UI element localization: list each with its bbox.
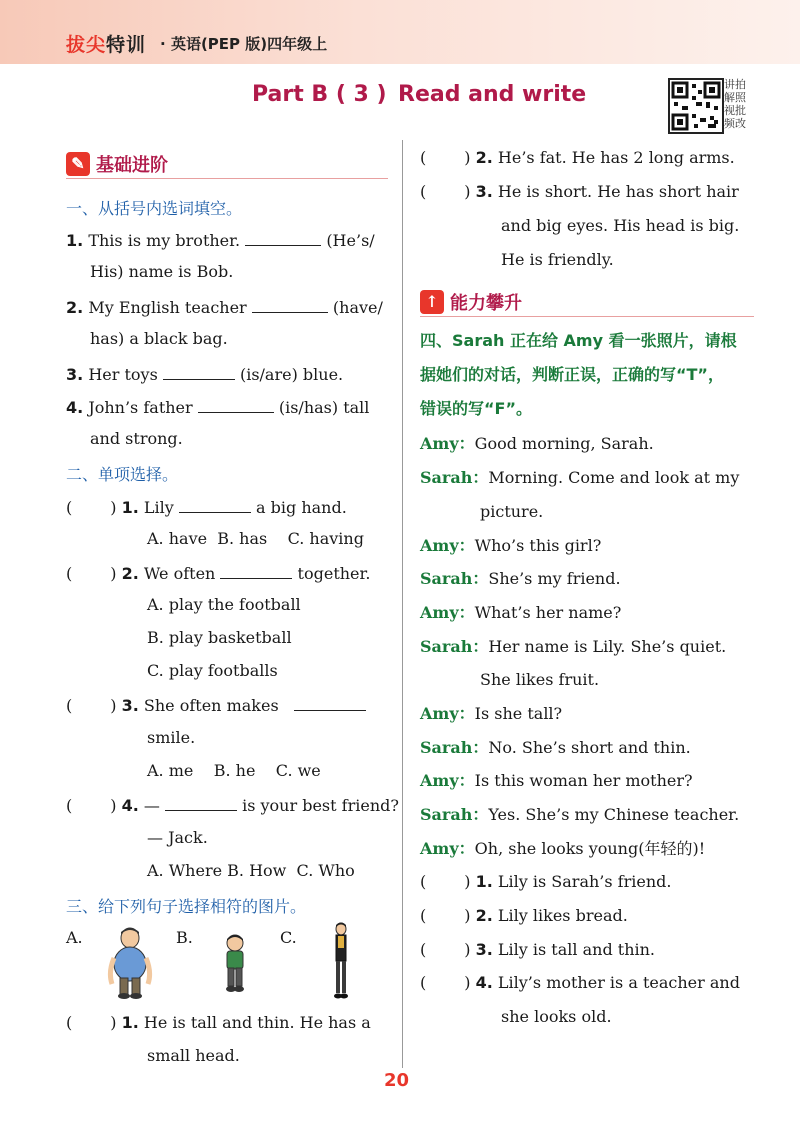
question-text: She often makes [143, 696, 279, 715]
answer-blank[interactable] [163, 363, 235, 380]
ex3-q3-cont2: He is friendly. [501, 250, 614, 269]
option-a[interactable]: A. play the football [147, 595, 301, 614]
question-text: is your best friend? [242, 796, 399, 815]
arrow-up-icon: ↑ [420, 290, 444, 314]
ex3-q3 [420, 182, 739, 202]
question-text: My English teacher [88, 298, 247, 317]
dialog-line [420, 738, 691, 758]
answer-paren-close: ) [464, 940, 471, 959]
judge-item [420, 940, 655, 960]
speaker: Amy： [420, 536, 475, 555]
question-option: (is/are) blue. [239, 365, 344, 384]
heading-line: 错误的写“F”。 [420, 399, 532, 418]
question-number: 4. [121, 796, 139, 815]
answer-paren-open[interactable]: ( [420, 906, 427, 925]
question-number: 3. [475, 182, 493, 201]
question-text: Lily’s mother is a teacher and [497, 973, 740, 992]
option-c[interactable]: C. having [287, 529, 364, 548]
question-number: 1. [66, 231, 84, 250]
utterance: Oh, she looks young(年轻的)! [474, 839, 706, 858]
question-text: He’s fat. He has 2 long arms. [497, 148, 735, 167]
speaker: Sarah： [420, 738, 489, 757]
dialog-line [420, 434, 654, 454]
question-text: Lily is tall and thin. [497, 940, 656, 959]
speaker: Amy： [420, 771, 475, 790]
speaker: Amy： [420, 603, 475, 622]
utterance: Is this woman her mother? [474, 771, 693, 790]
question-number: 3. [475, 940, 493, 959]
question-text: He is tall and thin. He has a [143, 1013, 371, 1032]
utterance: Morning. Come and look at my [488, 468, 740, 487]
speaker: Amy： [420, 839, 475, 858]
option-b[interactable]: B. play basketball [147, 628, 292, 647]
dialog-line [420, 468, 739, 488]
question-number: 3. [66, 365, 84, 384]
option-a[interactable]: A. Where [147, 861, 223, 880]
question-text: Lily is Sarah’s friend. [497, 872, 672, 891]
qr-caption-line: 解照 [724, 91, 746, 104]
series-label [160, 33, 327, 54]
utterance-cont: picture. [480, 502, 544, 521]
picture-label-a: A. [66, 928, 83, 947]
section-banner-basic [66, 150, 388, 180]
answer-blank[interactable] [198, 396, 274, 413]
speaker: Sarah： [420, 637, 489, 656]
answer-blank[interactable] [252, 296, 328, 313]
ex2-q3-options [147, 761, 321, 781]
answer-paren-open[interactable]: ( [66, 564, 73, 583]
exercise-3-heading: 三、给下列句子选择相符的图片。 [66, 897, 307, 916]
ex3-q2 [420, 148, 735, 168]
dialog-line [420, 569, 621, 589]
question-text: John’s father [88, 398, 193, 417]
dialog-line [420, 771, 693, 791]
option-c[interactable]: C. Who [296, 861, 355, 880]
qr-caption [724, 78, 754, 130]
answer-paren-open[interactable]: ( [66, 498, 73, 517]
ex1-q4 [66, 396, 369, 418]
question-text-cont: she looks old. [501, 1007, 612, 1026]
heading-line: 据她们的对话，判断正误，正确的写“T”， [420, 365, 724, 384]
exercise-1-heading: 一、从括号内选词填空。 [66, 199, 243, 218]
answer-blank[interactable] [179, 496, 251, 513]
dialog-line [420, 839, 705, 859]
answer-blank[interactable] [165, 794, 237, 811]
option-b[interactable]: B. he [213, 761, 256, 780]
question-number: 2. [121, 564, 139, 583]
speaker: Amy： [420, 704, 475, 723]
utterance: What’s her name? [474, 603, 622, 622]
utterance: Her name is Lily. She’s quiet. [488, 637, 727, 656]
answer-paren-close: ) [464, 182, 471, 201]
question-option: (have/ [332, 298, 383, 317]
ex1-q4-cont: and strong. [90, 429, 183, 448]
judge-item [420, 973, 740, 993]
answer-paren-open[interactable]: ( [420, 182, 427, 201]
question-text: a big hand. [256, 498, 347, 517]
column-divider [402, 140, 403, 1068]
ex1-q2 [66, 296, 383, 318]
answer-paren-open[interactable]: ( [420, 148, 427, 167]
picture-label-b: B. [176, 928, 193, 947]
brand-text-a: 拔尖 [66, 34, 107, 56]
answer-paren-open[interactable]: ( [420, 872, 427, 891]
ex2-q1-options [147, 529, 364, 549]
ex2-q4-options [147, 861, 355, 881]
fat-man-figure [106, 926, 154, 1000]
answer-paren-close: ) [110, 1013, 117, 1032]
lesson-title: Read and write [398, 82, 587, 107]
page-number: 20 [384, 1070, 410, 1091]
dialog-line [420, 704, 562, 724]
answer-paren-close: ) [110, 564, 117, 583]
answer-paren-close: ) [110, 498, 117, 517]
section-title: 能力攀升 [450, 293, 522, 314]
option-c[interactable]: C. play footballs [147, 661, 278, 680]
question-text: together. [297, 564, 371, 583]
answer-paren-close: ) [464, 872, 471, 891]
banner-underline [66, 178, 388, 179]
question-text: — [143, 796, 160, 815]
option-a[interactable]: A. me [147, 761, 194, 780]
question-number: 4. [66, 398, 84, 417]
question-number: 2. [475, 906, 493, 925]
dot: · [160, 35, 166, 53]
utterance-cont: She likes fruit. [480, 670, 600, 689]
question-number: 1. [475, 872, 493, 891]
ex2-q2 [66, 562, 371, 584]
section-banner-advanced [420, 288, 754, 318]
judge-item [420, 906, 628, 926]
speaker: Sarah： [420, 569, 489, 588]
speaker: Sarah： [420, 468, 489, 487]
answer-paren-close: ) [464, 906, 471, 925]
ex3-q3-cont: and big eyes. His head is big. [501, 216, 740, 235]
utterance: Good morning, Sarah. [474, 434, 654, 453]
judge-item [420, 872, 671, 892]
exercise-4-heading [420, 324, 760, 426]
question-text: We often [143, 564, 216, 583]
answer-paren-open[interactable]: ( [420, 940, 427, 959]
ex1-q3 [66, 363, 343, 385]
ex2-q3 [66, 694, 366, 716]
utterance: Yes. She’s my Chinese teacher. [488, 805, 740, 824]
picture-label-c: C. [280, 928, 297, 947]
option-a[interactable]: A. have [147, 529, 208, 548]
question-number: 3. [121, 696, 139, 715]
utterance: No. She’s short and thin. [488, 738, 691, 757]
question-text: This is my brother. [88, 231, 241, 250]
question-number: 2. [66, 298, 84, 317]
pencil-icon: ✎ [66, 152, 90, 176]
answer-blank[interactable] [220, 562, 292, 579]
question-number: 1. [121, 498, 139, 517]
answer-paren-close: ) [464, 148, 471, 167]
answer-blank[interactable] [245, 229, 321, 246]
answer-paren-open[interactable]: ( [66, 796, 73, 815]
answer-paren-close: ) [464, 973, 471, 992]
speaker: Amy： [420, 434, 475, 453]
ex1-q1-cont: His) name is Bob. [90, 262, 234, 281]
part-title: Part B ( 3 ) [252, 82, 387, 107]
ex1-q1 [66, 229, 375, 251]
dialog-line [420, 637, 726, 657]
answer-paren-close: ) [110, 796, 117, 815]
utterance: Who’s this girl? [474, 536, 602, 555]
question-option: (is/has) tall [278, 398, 370, 417]
ex2-q4 [66, 794, 399, 816]
question-text: Lily [143, 498, 174, 517]
utterance: She’s my friend. [488, 569, 621, 588]
question-text: Lily likes bread. [497, 906, 628, 925]
heading-line: 四、Sarah 正在给 Amy 看一张照片，请根 [420, 331, 737, 350]
option-b[interactable]: B. has [217, 529, 268, 548]
tall-man-figure [328, 922, 354, 1002]
option-b[interactable]: B. How [227, 861, 287, 880]
question-option: (He’s/ [326, 231, 375, 250]
question-text: Her toys [88, 365, 158, 384]
dialog-line [420, 536, 601, 556]
dialog-line [420, 603, 621, 623]
brand-text-b: 特训 [106, 34, 147, 56]
answer-paren-open[interactable]: ( [66, 1013, 73, 1032]
ex1-q2-cont: has) a black bag. [90, 329, 228, 348]
brand-logo [66, 30, 146, 57]
qr-caption-line: 视批 [724, 104, 746, 117]
utterance: Is she tall? [474, 704, 563, 723]
dialog-line [420, 805, 739, 825]
qr-caption-line: 频改 [724, 117, 746, 130]
exercise-2-heading: 二、单项选择。 [66, 465, 179, 484]
answer-paren-open[interactable]: ( [420, 973, 427, 992]
qr-code-icon[interactable] [668, 78, 724, 134]
answer-blank[interactable] [294, 694, 366, 711]
section-title: 基础进阶 [96, 155, 168, 176]
question-text: He is short. He has short hair [497, 182, 739, 201]
short-man-figure [222, 934, 248, 994]
ex3-q1-cont: small head. [147, 1046, 240, 1065]
answer-paren-open[interactable]: ( [66, 696, 73, 715]
ex2-q4-cont: — Jack. [147, 828, 208, 847]
answer-paren-close: ) [110, 696, 117, 715]
question-number: 2. [475, 148, 493, 167]
ex2-q1 [66, 496, 347, 518]
speaker: Sarah： [420, 805, 489, 824]
ex3-q1 [66, 1013, 371, 1033]
qr-caption-line: 讲拍 [724, 78, 746, 91]
ex2-q3-cont: smile. [147, 728, 196, 747]
question-number: 1. [121, 1013, 139, 1032]
option-c[interactable]: C. we [275, 761, 321, 780]
question-number: 4. [475, 973, 493, 992]
series-text: 英语(PEP 版)四年级上 [170, 35, 328, 53]
banner-underline [420, 316, 754, 317]
